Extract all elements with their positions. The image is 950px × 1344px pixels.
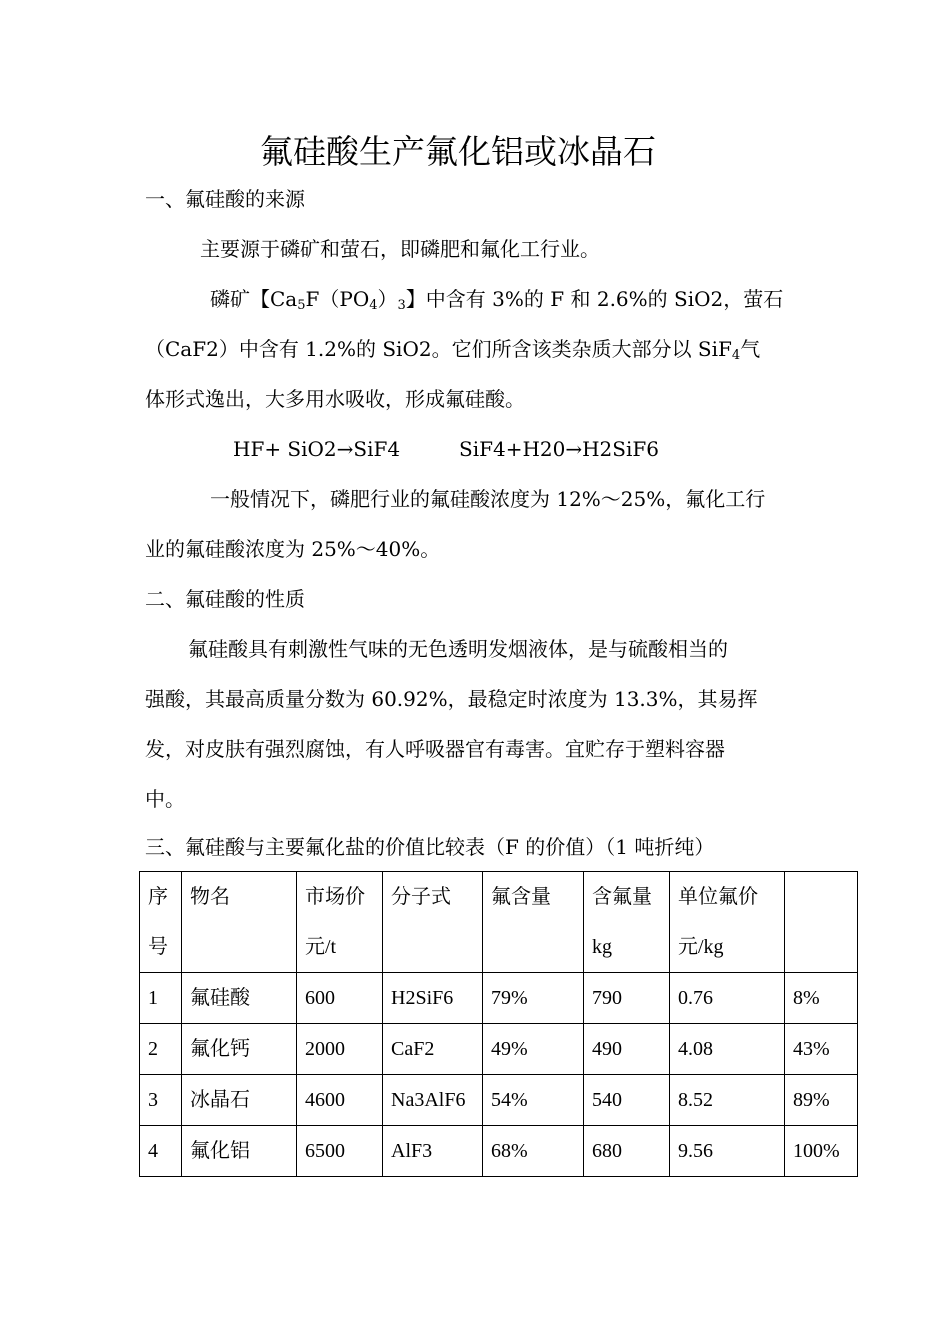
paragraph-concentration-line1: 一般情况下，磷肥行业的氟硅酸浓度为 12%～25%，氟化工行 [210, 487, 766, 511]
paragraph-properties-line1: 氟硅酸具有刺激性气味的无色透明发烟液体，是与硫酸相当的 [188, 637, 728, 661]
table-header-cell: 分子式 [383, 872, 483, 973]
paragraph-properties-line3: 发，对皮肤有强烈腐蚀，有人呼吸器官有毒害。宜贮存于塑料容器 [145, 737, 725, 761]
table-cell: 600 [297, 973, 383, 1024]
table-header-cell: 物名 [182, 872, 297, 973]
paragraph-source-main: 主要源于磷矿和萤石，即磷肥和氟化工行业。 [200, 237, 600, 261]
table-row [140, 1126, 858, 1177]
table-cell: 氟化铝 [182, 1126, 297, 1177]
table-header-cell: 单位氟价 元/kg [670, 872, 785, 973]
table-cell: 3 [140, 1075, 182, 1126]
table-cell: 4 [140, 1126, 182, 1177]
table-cell: 79% [483, 973, 584, 1024]
table-cell: 49% [483, 1024, 584, 1075]
table-cell: AlF3 [383, 1126, 483, 1177]
table-cell: 43% [785, 1024, 858, 1075]
table-cell: H2SiF6 [383, 973, 483, 1024]
table-cell: CaF2 [383, 1024, 483, 1075]
table-cell: 6500 [297, 1126, 383, 1177]
table-cell: 89% [785, 1075, 858, 1126]
table-cell: 氟化钙 [182, 1024, 297, 1075]
table-cell: 4.08 [670, 1024, 785, 1075]
table-cell: 2 [140, 1024, 182, 1075]
table-cell: 4600 [297, 1075, 383, 1126]
table-row [140, 1075, 858, 1126]
paragraph-phosphate-line3: 体形式逸出，大多用水吸收，形成氟硅酸。 [145, 387, 525, 411]
table-cell: 490 [584, 1024, 670, 1075]
table-cell: 540 [584, 1075, 670, 1126]
table-cell: 氟硅酸 [182, 973, 297, 1024]
table-header-cell [785, 872, 858, 973]
table-cell: 8.52 [670, 1075, 785, 1126]
paragraph-phosphate-line2: （CaF2）中含有 1.2%的 SiO2。它们所含该类杂质大部分以 SiF$_4$气 [145, 337, 761, 363]
table-cell: 54% [483, 1075, 584, 1126]
value-comparison-table [139, 871, 858, 1177]
table-cell: 790 [584, 973, 670, 1024]
equation-1: HF+ SiO2→SiF4 [233, 437, 401, 461]
table-cell: 8% [785, 973, 858, 1024]
table-cell: 100% [785, 1126, 858, 1177]
table-header-row [140, 872, 858, 973]
table-cell: 680 [584, 1126, 670, 1177]
table-row [140, 1024, 858, 1075]
table-cell: 0.76 [670, 973, 785, 1024]
table-cell: 1 [140, 973, 182, 1024]
table-cell: 68% [483, 1126, 584, 1177]
equation-2: SiF4+H20→H2SiF6 [459, 437, 659, 461]
section-heading-source: 一、氟硅酸的来源 [145, 187, 305, 211]
table-cell: 2000 [297, 1024, 383, 1075]
table-cell: 冰晶石 [182, 1075, 297, 1126]
table-header-cell: 氟含量 [483, 872, 584, 973]
table-header-cell: 序 号 [140, 872, 182, 973]
paragraph-concentration-line2: 业的氟硅酸浓度为 25%～40%。 [145, 537, 441, 561]
paragraph-phosphate-line1: 磷矿【$Ca_5F(PO_4)_3$】中含有 3%的 F 和 2.6%的 SiO2，萤石 [210, 287, 784, 313]
table-cell: 9.56 [670, 1126, 785, 1177]
document-title: 氟硅酸生产氟化铝或冰晶石 [260, 132, 656, 171]
table-row [140, 973, 858, 1024]
table-header-cell: 含氟量 kg [584, 872, 670, 973]
paragraph-properties-line2: 强酸，其最高质量分数为 60.92%，最稳定时浓度为 13.3%，其易挥 [145, 687, 758, 711]
table-header-cell: 市场价 元/t [297, 872, 383, 973]
section-heading-properties: 二、氟硅酸的性质 [145, 587, 305, 611]
paragraph-properties-line4: 中。 [145, 787, 185, 811]
section-heading-value-table: 三、氟硅酸与主要氟化盐的价值比较表（F 的价值）（1 吨折纯） [145, 835, 715, 859]
table-cell: Na3AlF6 [383, 1075, 483, 1126]
